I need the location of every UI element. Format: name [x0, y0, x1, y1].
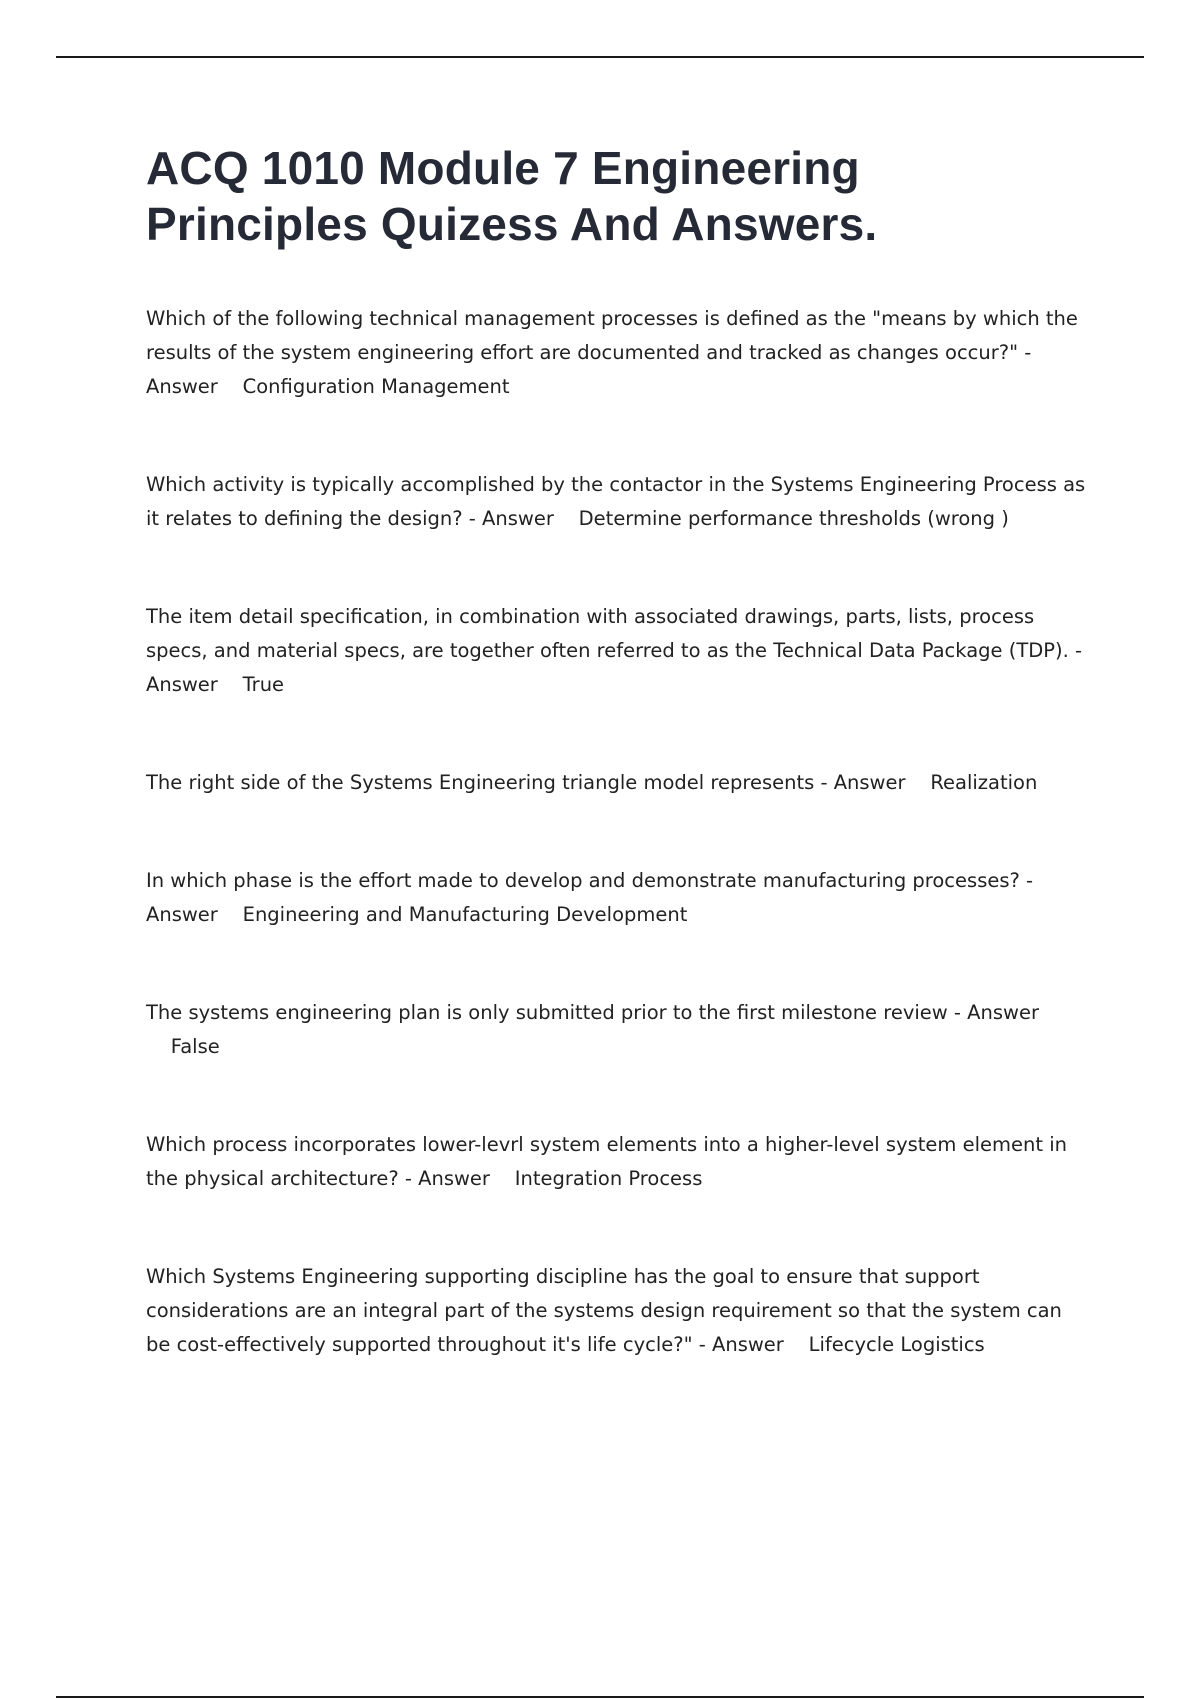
qa-item: [146, 864, 1086, 932]
answer-text: Integration Process: [514, 1167, 703, 1190]
answer-text: Engineering and Manufacturing Development: [242, 903, 688, 926]
qa-list: [146, 302, 1086, 1362]
answer-text: Determine performance thresholds (wrong ): [578, 507, 1009, 530]
question-text: In which phase is the effort made to develop and demonstrate manufacturing processes? - Answer: [146, 869, 1034, 926]
qa-item: [146, 996, 1086, 1064]
question-text: The systems engineering plan is only submitted prior to the first milestone review - Answer: [146, 1001, 1039, 1024]
question-text: Which activity is typically accomplished by the contactor in the Systems Engineering Process as it relates to defining the design? - Answer: [146, 473, 1086, 530]
question-text: The item detail specification, in combination with associated drawings, parts, lists, process specs, and material specs, are together often referred to as the Technical Data Package (TDP). - Answer: [146, 605, 1083, 696]
qa-item: [146, 600, 1086, 702]
answer-text: True: [242, 673, 285, 696]
qa-item: [146, 1128, 1086, 1196]
qa-item: [146, 1260, 1086, 1362]
document-body: [146, 140, 1086, 1426]
document-title: ACQ 1010 Module 7 Engineering Principles Quizess And Answers.: [146, 142, 878, 250]
qa-item: [146, 468, 1086, 536]
question-text: Which of the following technical management processes is defined as the "means by which the results of the system engineering effort are documented and tracked as changes occur?" - Answer: [146, 307, 1078, 398]
bottom-rule: [56, 1696, 1144, 1698]
answer-text: Configuration Management: [242, 375, 510, 398]
answer-text: False: [170, 1035, 220, 1058]
answer-text: Lifecycle Logistics: [808, 1333, 985, 1356]
question-text: Which Systems Engineering supporting discipline has the goal to ensure that support considerations are an integral part of the systems design requirement so that the system can be cost-effectively supported throughout it's life cycle?" - Answer: [146, 1265, 1062, 1356]
question-text: Which process incorporates lower-levrl system elements into a higher-level system element in the physical architecture? - Answer: [146, 1133, 1068, 1190]
top-rule: [56, 56, 1144, 58]
qa-item: [146, 766, 1086, 800]
question-text: The right side of the Systems Engineering triangle model represents - Answer: [146, 771, 906, 794]
qa-item: [146, 302, 1086, 404]
answer-text: Realization: [930, 771, 1038, 794]
